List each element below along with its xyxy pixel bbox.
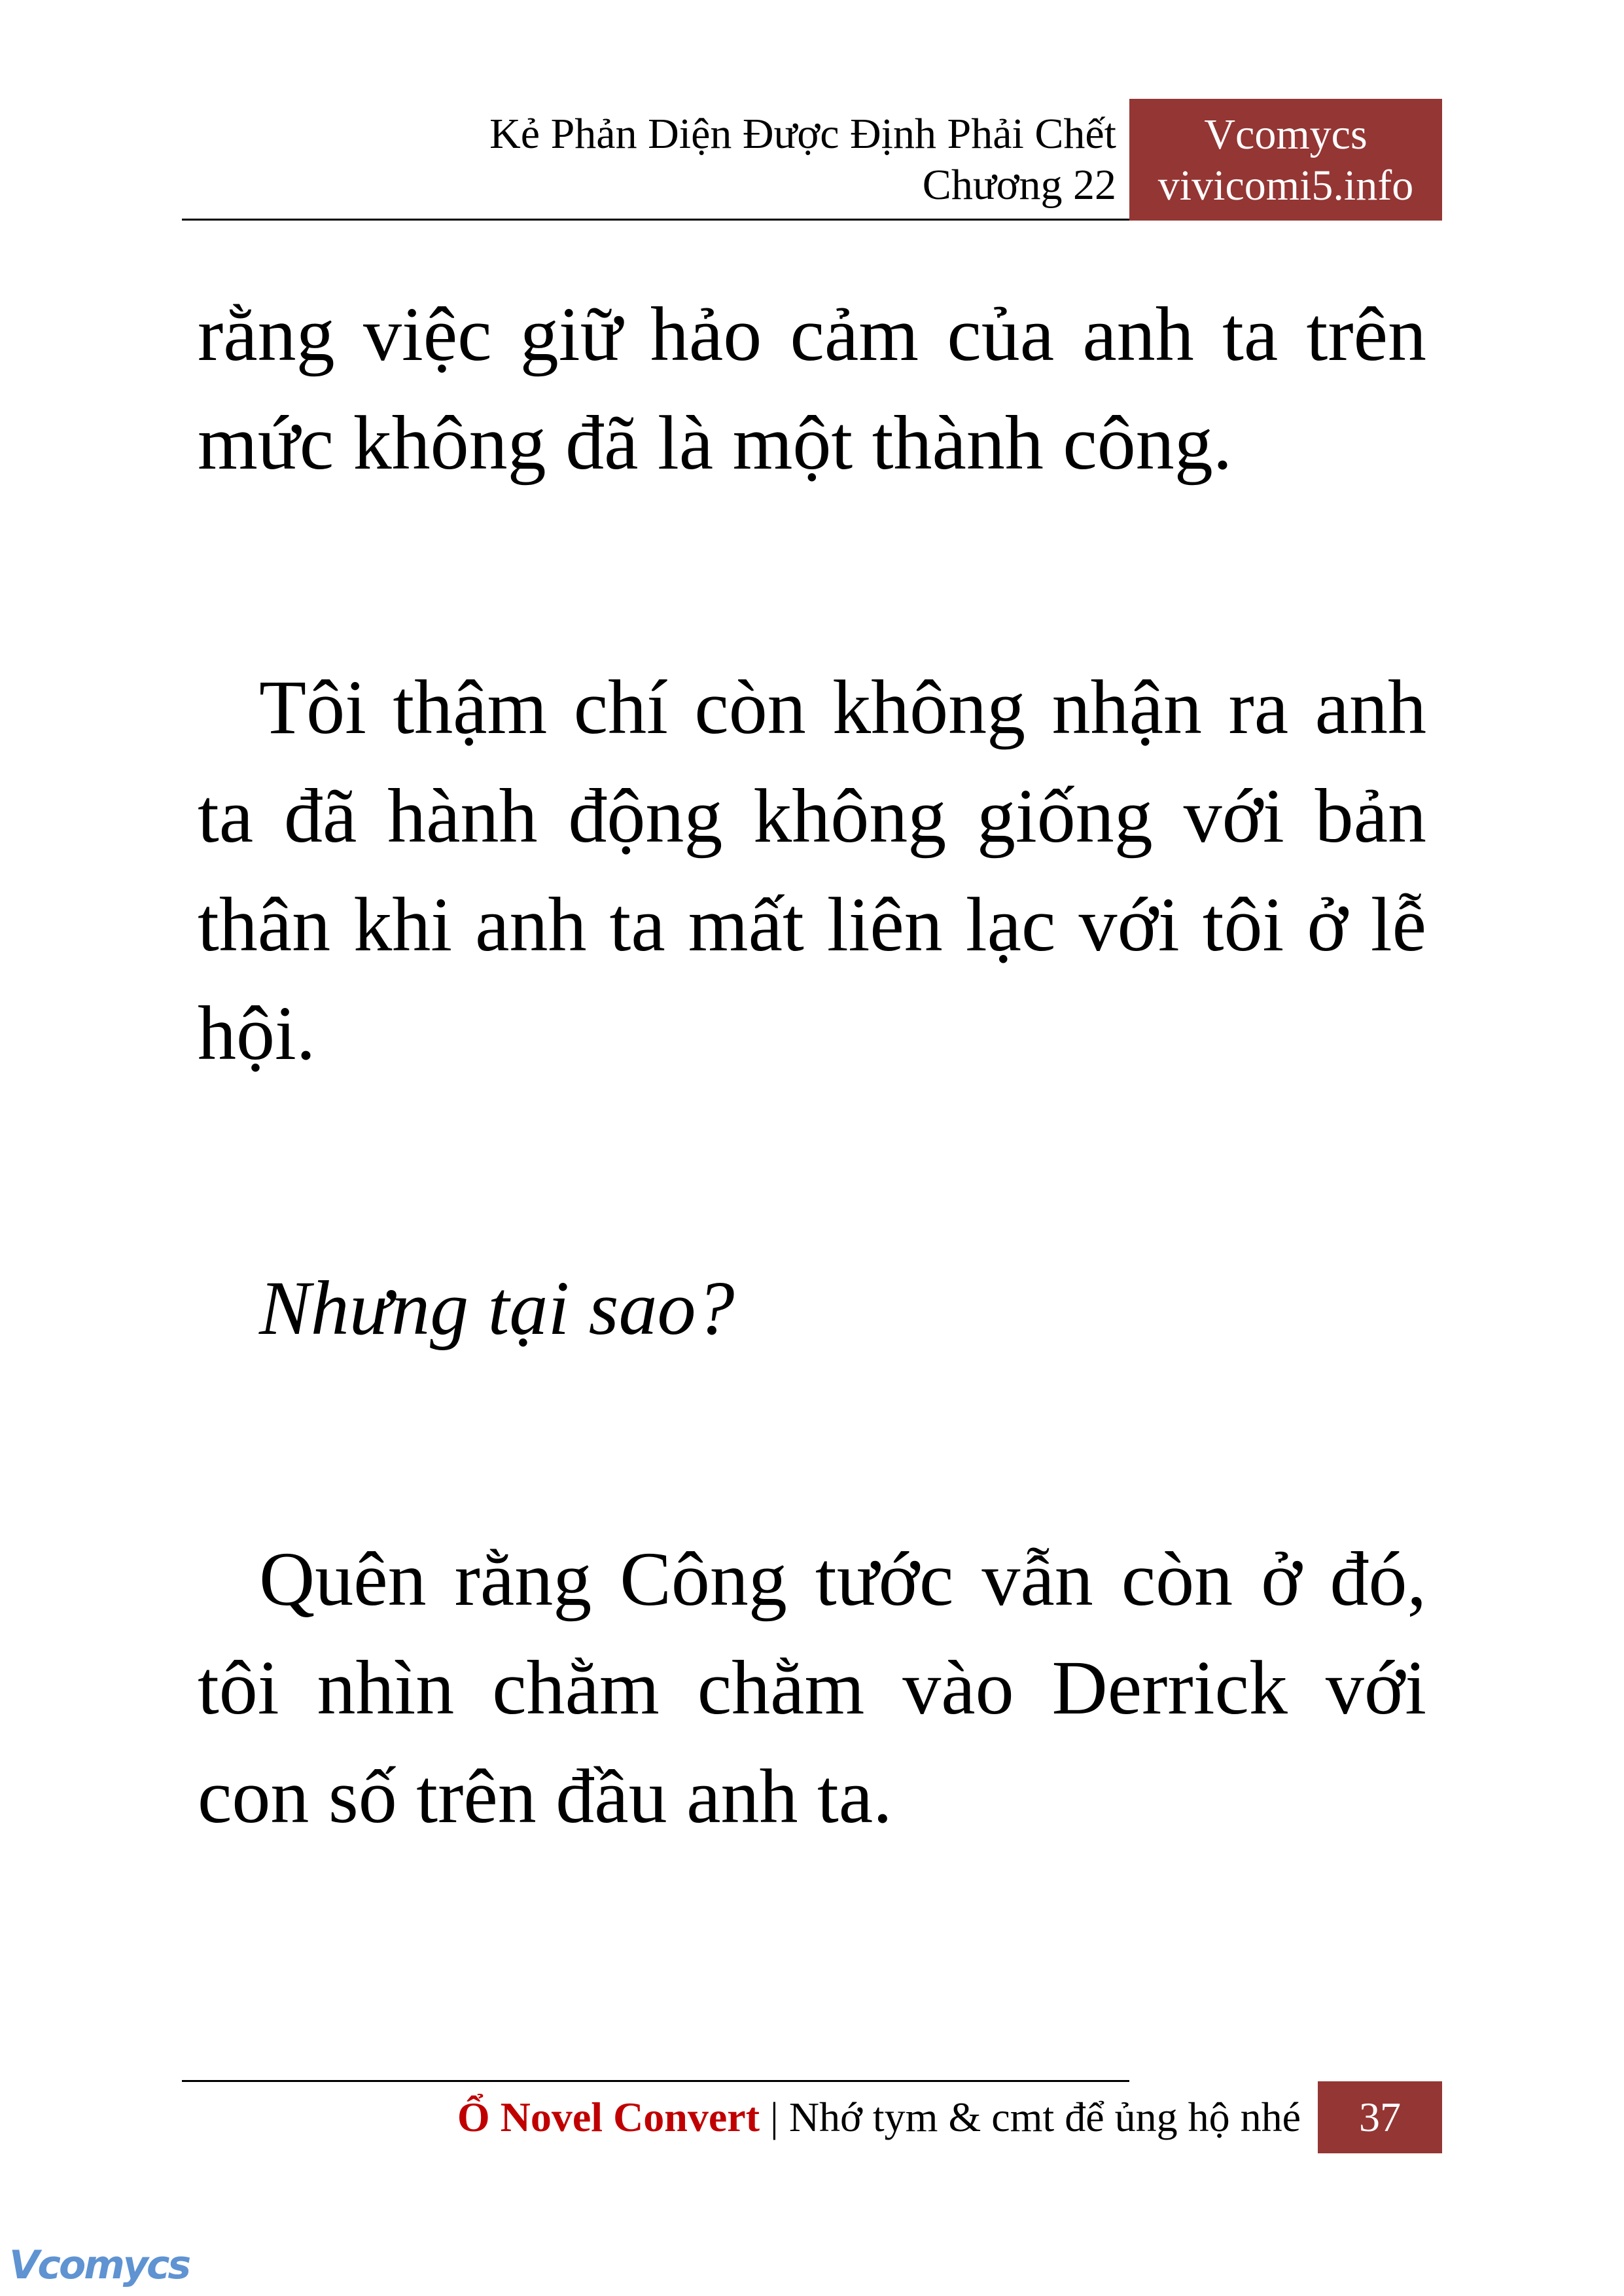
page-number: 37 [1318,2081,1442,2153]
footer [182,2081,1301,2153]
chapter-label: Chương 22 [922,161,1116,209]
watermark-logo: Vcomycs [9,2242,190,2288]
book-title: Kẻ Phản Diện Được Định Phải Chết [489,110,1116,158]
paragraph-4: Quên rằng Công tước vẫn còn ở đó, tôi nhìn chằm chằm vào Derrick với con số trên đầu anh ta. [198,1536,1426,1839]
brand-name: Vcomycs [1204,111,1368,158]
header-brand-box [1129,99,1442,221]
paragraph-1: rằng việc giữ hảo cảm của anh ta trên mức không đã là một thành công. [198,291,1426,486]
site-name: vivicomi5.info [1157,162,1414,209]
footer-message: Nhớ tym & cmt để ủng hộ nhé [788,2094,1301,2140]
footer-brand: Ổ Novel Convert [457,2094,760,2140]
header-divider [182,219,1129,221]
paragraph-2: Tôi thậm chí còn không nhận ra anh ta đã hành động không giống với bản thân khi anh ta mất liên lạc với tôi ở lễ hội. [198,664,1426,1076]
footer-separator: | [770,2094,779,2140]
paragraph-3: Nhưng tại sao? [259,1265,735,1351]
running-header [182,109,1116,211]
